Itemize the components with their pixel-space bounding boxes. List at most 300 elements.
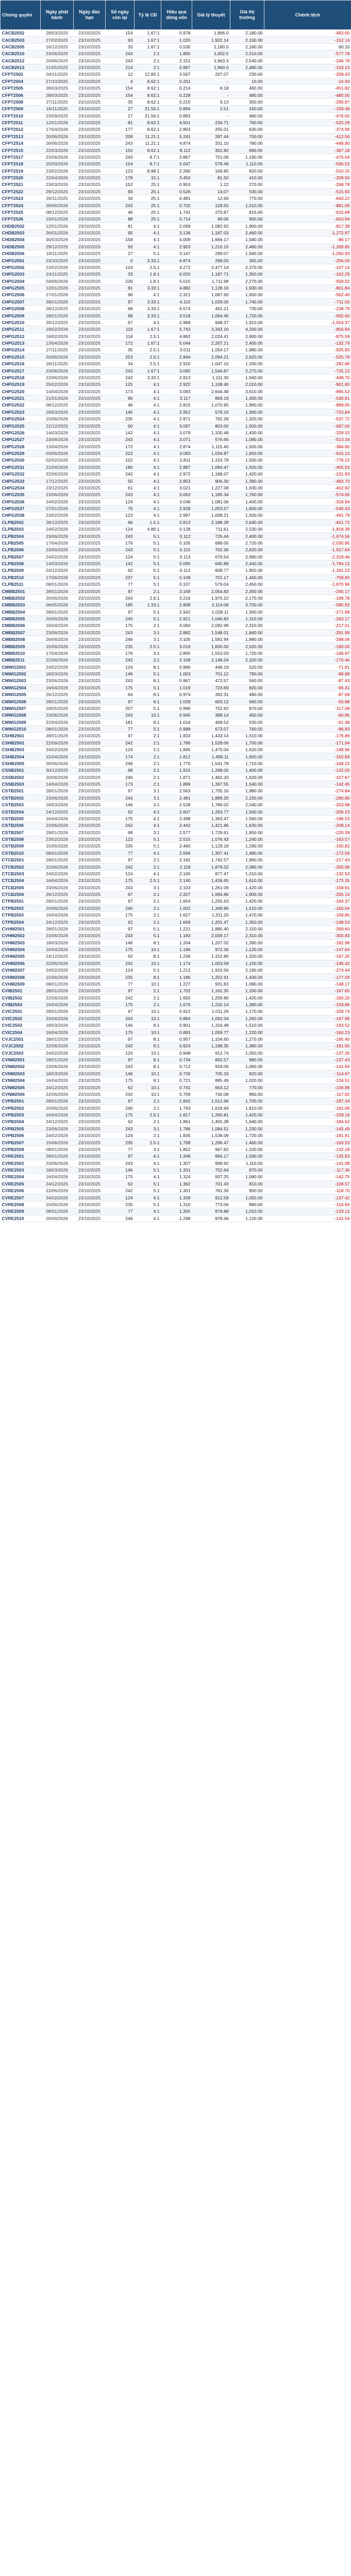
cell-difference: -260.80 [264, 794, 351, 801]
cell-issue-date: 22/04/2026 [41, 174, 74, 181]
cell-warrant-code: CMBB2505 [1, 615, 41, 622]
cell-theoretical-price: 1,260.81 [192, 1111, 230, 1118]
cell-warrant-code: CHPG2520 [1, 388, 41, 395]
cell-market-price: 900.00 [230, 216, 264, 223]
cell-days-remaining: 235 [106, 1139, 135, 1146]
cell-theoretical-price: 9.13 [192, 98, 230, 105]
cell-theoretical-price: 803.00 [192, 422, 230, 429]
cell-issue-date: 23/06/2026 [41, 436, 74, 443]
cell-days-remaining: 77 [106, 1208, 135, 1215]
cell-theoretical-price: 1,198.35 [192, 1043, 230, 1049]
cell-capital-efficiency: 6.020 [161, 271, 192, 278]
cell-market-price: 1,710.00 [230, 760, 264, 767]
cell-capital-efficiency: 0.481 [161, 195, 192, 202]
cell-warrant-code: CLPB2504 [1, 533, 41, 539]
cell-market-price: 520.00 [230, 664, 264, 670]
table-row [1, 202, 351, 209]
cell-theoretical-price: 2,267.21 [192, 340, 230, 346]
cell-theoretical-price: 1,711.98 [192, 278, 230, 284]
cell-theoretical-price: 1,397.55 [192, 781, 230, 787]
cell-difference: -106.88 [264, 1084, 351, 1091]
cell-maturity-date: 23/10/2025 [74, 1188, 106, 1194]
table-row [1, 822, 351, 829]
cell-market-price: 630.00 [230, 126, 264, 133]
cell-issue-date: 18/11/2025 [41, 106, 74, 112]
cell-conversion-ratio: 8:1 [135, 1022, 161, 1029]
table-row [1, 705, 351, 711]
cell-maturity-date: 23/10/2025 [74, 133, 106, 140]
cell-warrant-code: CSSB2503 [1, 781, 41, 787]
cell-issue-date: 17/04/2026 [41, 539, 74, 546]
cell-theoretical-price: 701.43 [192, 1180, 230, 1187]
cell-theoretical-price: 711.61 [192, 526, 230, 533]
cell-issue-date: 23/06/2026 [41, 629, 74, 636]
cell-market-price: 300.00 [230, 98, 264, 105]
cell-warrant-code: CFPT2506 [1, 92, 41, 98]
cell-warrant-code: CVIB2502 [1, 994, 41, 1001]
cell-conversion-ratio: 4:1 [135, 850, 161, 856]
cell-issue-date: 23/06/2026 [41, 933, 74, 939]
cell-conversion-ratio: 2:1 [135, 760, 161, 767]
cell-difference: -176.86 [264, 733, 351, 739]
table-row [1, 174, 351, 181]
cell-capital-efficiency: 4.862 [161, 333, 192, 340]
cell-conversion-ratio: 2:1 [135, 912, 161, 919]
cell-issue-date: 29/12/2025 [41, 319, 74, 326]
cell-issue-date: 20/06/2025 [41, 57, 74, 64]
cell-maturity-date: 23/10/2025 [74, 429, 106, 436]
cell-conversion-ratio: 1.5:1 [135, 519, 161, 526]
cell-maturity-date: 23/10/2025 [74, 850, 106, 856]
cell-capital-efficiency: 1.833 [161, 733, 192, 739]
cell-market-price: 820.00 [230, 167, 264, 174]
cell-theoretical-price: 472.57 [192, 677, 230, 684]
cell-issue-date: 19/01/2026 [41, 216, 74, 223]
cell-market-price: 560.00 [230, 677, 264, 684]
cell-market-price: 1,080.00 [230, 1174, 264, 1180]
table-row [1, 409, 351, 415]
table-row [1, 560, 351, 567]
cell-capital-efficiency: 2.928 [161, 505, 192, 512]
cell-difference: -196.53 [264, 815, 351, 822]
cell-difference: -114.67 [264, 1070, 351, 1077]
table-row [1, 154, 351, 160]
cell-issue-date: 28/01/2026 [41, 733, 74, 739]
cell-conversion-ratio: 3:1 [135, 884, 161, 891]
cell-capital-efficiency: 1.020 [161, 37, 192, 43]
cell-theoretical-price: 781.30 [192, 1188, 230, 1194]
cell-market-price: 2,440.00 [230, 560, 264, 567]
cell-market-price: 1,270.00 [230, 1036, 264, 1042]
cell-days-remaining: 242 [106, 471, 135, 478]
cell-market-price: 1,060.00 [230, 1063, 264, 1070]
cell-warrant-code: CVHM2501 [1, 925, 41, 932]
cell-conversion-ratio: 4:1 [135, 402, 161, 409]
cell-theoretical-price: 937.25 [192, 1174, 230, 1180]
cell-difference: -148.53 [264, 919, 351, 925]
cell-difference: -720.84 [264, 409, 351, 415]
cell-theoretical-price: 705.33 [192, 1070, 230, 1077]
cell-warrant-code: CFPT2524 [1, 202, 41, 209]
cell-conversion-ratio: 15:1 [135, 174, 161, 181]
cell-capital-efficiency: 0.214 [161, 85, 192, 92]
cell-capital-efficiency: 1.331 [161, 1166, 192, 1173]
cell-conversion-ratio: 2:1 [135, 1118, 161, 1125]
cell-theoretical-price: 1,538.09 [192, 1132, 230, 1139]
cell-theoretical-price: 1,076.43 [192, 836, 230, 842]
cell-days-remaining: 243 [106, 595, 135, 601]
cell-maturity-date: 23/10/2025 [74, 519, 106, 526]
cell-days-remaining: 123 [106, 167, 135, 174]
cell-market-price: 1,760.00 [230, 492, 264, 498]
cell-capital-efficiency: 0.997 [161, 64, 192, 71]
cell-difference: -245.17 [264, 588, 351, 595]
cell-capital-efficiency: 3.079 [161, 429, 192, 436]
cell-difference: -889.05 [264, 402, 351, 409]
cell-capital-efficiency: 2.953 [161, 243, 192, 250]
cell-market-price: 4,200.00 [230, 326, 264, 333]
cell-difference: -171.94 [264, 739, 351, 746]
cell-capital-efficiency: 0.884 [161, 1015, 192, 1022]
cell-warrant-code: CVPB2508 [1, 1146, 41, 1153]
table-row [1, 264, 351, 270]
cell-maturity-date: 23/10/2025 [74, 946, 106, 953]
table-row [1, 284, 351, 291]
table-row [1, 1084, 351, 1091]
table-row [1, 836, 351, 842]
cell-days-remaining: 142 [106, 429, 135, 436]
cell-market-price: 2,270.00 [230, 278, 264, 284]
cell-issue-date: 22/06/2026 [41, 994, 74, 1001]
cell-market-price: 1,980.00 [230, 788, 264, 794]
cell-days-remaining: 243 [106, 1160, 135, 1166]
cell-days-remaining: 77 [106, 725, 135, 732]
cell-theoretical-price: 603.12 [192, 698, 230, 705]
cell-maturity-date: 23/10/2025 [74, 1166, 106, 1173]
cell-conversion-ratio: 2.5:1 [135, 333, 161, 340]
cell-conversion-ratio: 5:1 [135, 560, 161, 567]
cell-difference: -300.83 [264, 933, 351, 939]
cell-maturity-date: 23/10/2025 [74, 988, 106, 994]
cell-conversion-ratio: 2:1 [135, 857, 161, 863]
cell-issue-date: 28/03/2025 [41, 92, 74, 98]
cell-warrant-code: CVIC2501 [1, 1008, 41, 1015]
cell-issue-date: 23/06/2026 [41, 884, 74, 891]
cell-issue-date: 23/12/2025 [41, 484, 74, 491]
cell-days-remaining: 152 [106, 181, 135, 188]
table-row [1, 209, 351, 215]
cell-maturity-date: 23/10/2025 [74, 64, 106, 71]
cell-market-price: 1,300.00 [230, 409, 264, 415]
cell-warrant-code: CVNM2506 [1, 1091, 41, 1097]
cell-issue-date: 16/04/2026 [41, 1001, 74, 1008]
cell-warrant-code: CHDB2506 [1, 250, 41, 257]
cell-difference: -160.82 [264, 843, 351, 850]
table-row [1, 1077, 351, 1084]
cell-maturity-date: 23/10/2025 [74, 271, 106, 278]
cell-maturity-date: 23/10/2025 [74, 1174, 106, 1180]
cell-issue-date: 18/03/2026 [41, 802, 74, 808]
cell-market-price: 2,480.00 [230, 243, 264, 250]
cell-issue-date: 23/06/2026 [41, 492, 74, 498]
cell-days-remaining: 34 [106, 195, 135, 202]
cell-conversion-ratio: 5:1 [135, 581, 161, 588]
cell-conversion-ratio: 8:1 [135, 664, 161, 670]
cell-theoretical-price: 1,462.33 [192, 774, 230, 781]
cell-difference: -142.75 [264, 1174, 351, 1180]
cell-capital-efficiency: 0.967 [161, 677, 192, 684]
cell-conversion-ratio: 2.5:1 [135, 643, 161, 650]
cell-maturity-date: 23/10/2025 [74, 815, 106, 822]
cell-capital-efficiency: 1.301 [161, 1188, 192, 1194]
cell-difference: -118.70 [264, 1188, 351, 1194]
cell-difference: -558.02 [264, 278, 351, 284]
cell-capital-efficiency: 1.227 [161, 980, 192, 987]
cell-conversion-ratio: 10:1 [135, 1029, 161, 1036]
cell-conversion-ratio: 4:1 [135, 429, 161, 436]
cell-capital-efficiency: 2.910 [161, 361, 192, 367]
cell-difference: -141.54 [264, 1215, 351, 1222]
cell-maturity-date: 23/10/2025 [74, 1001, 106, 1008]
table-row [1, 788, 351, 794]
cell-conversion-ratio: 10:1 [135, 712, 161, 719]
cell-difference: -801.84 [264, 284, 351, 291]
cell-days-remaining: 97 [106, 1008, 135, 1015]
cell-difference: -1,917.64 [264, 547, 351, 553]
cell-maturity-date: 23/10/2025 [74, 1098, 106, 1105]
cell-conversion-ratio: 8:1 [135, 719, 161, 725]
cell-capital-efficiency: 0.095 [161, 560, 192, 567]
cell-warrant-code: CHDB2503 [1, 229, 41, 236]
cell-days-remaining: 66 [106, 519, 135, 526]
cell-issue-date: 22/04/2026 [41, 719, 74, 725]
cell-warrant-code: CMBB2510 [1, 650, 41, 656]
cell-maturity-date: 23/10/2025 [74, 767, 106, 774]
table-row [1, 1201, 351, 1208]
cell-warrant-code: CVHM2507 [1, 967, 41, 974]
cell-warrant-code: CHPG2538 [1, 512, 41, 519]
table-row [1, 547, 351, 553]
cell-maturity-date: 23/10/2025 [74, 1070, 106, 1077]
cell-conversion-ratio: 2:1 [135, 891, 161, 897]
cell-difference: -172.59 [264, 850, 351, 856]
cell-issue-date: 24/02/2026 [41, 1049, 74, 1056]
cell-maturity-date: 23/10/2025 [74, 361, 106, 367]
cell-days-remaining: 27 [106, 250, 135, 257]
table-row [1, 767, 351, 774]
cell-days-remaining: 97 [106, 608, 135, 615]
cell-capital-efficiency: 1.028 [161, 698, 192, 705]
cell-conversion-ratio: 8:1 [135, 953, 161, 960]
cell-days-remaining: 237 [106, 574, 135, 581]
cell-days-remaining: 172 [106, 340, 135, 346]
cell-days-remaining: 243 [106, 794, 135, 801]
table-row [1, 333, 351, 340]
cell-theoretical-price: 742.08 [192, 1091, 230, 1097]
cell-maturity-date: 23/10/2025 [74, 905, 106, 911]
cell-days-remaining: 102 [106, 457, 135, 464]
cell-theoretical-price: 1,311.20 [192, 912, 230, 919]
cell-maturity-date: 23/10/2025 [74, 829, 106, 836]
table-row [1, 629, 351, 636]
cell-maturity-date: 23/10/2025 [74, 257, 106, 264]
cell-theoretical-price: 1,316.48 [192, 1022, 230, 1029]
cell-conversion-ratio: 5:1 [135, 967, 161, 974]
table-row [1, 588, 351, 595]
cell-conversion-ratio: 3:1 [135, 1146, 161, 1153]
cell-conversion-ratio: 5:1 [135, 933, 161, 939]
cell-difference: -1,674.56 [264, 533, 351, 539]
table-row [1, 92, 351, 98]
cell-capital-efficiency: 1.016 [161, 719, 192, 725]
cell-capital-efficiency: 0.974 [161, 691, 192, 698]
cell-market-price: 1,500.00 [230, 422, 264, 429]
cell-warrant-code: CVPB2507 [1, 1139, 41, 1146]
cell-warrant-code: CSTB2506 [1, 822, 41, 829]
cell-capital-efficiency: 2.811 [161, 457, 192, 464]
cell-theoretical-price: 1,129.18 [192, 843, 230, 850]
cell-days-remaining: 35 [106, 98, 135, 105]
cell-capital-efficiency: 2.882 [161, 629, 192, 636]
cell-issue-date: 26/06/2026 [41, 202, 74, 209]
cell-warrant-code: CACB2505 [1, 43, 41, 50]
cell-theoretical-price: 389.14 [192, 712, 230, 719]
cell-days-remaining: 175 [106, 622, 135, 629]
cell-conversion-ratio: 4:1 [135, 319, 161, 326]
cell-conversion-ratio: 21.56:1 [135, 112, 161, 119]
cell-theoretical-price: 1,162.35 [192, 988, 230, 994]
cell-maturity-date: 23/10/2025 [74, 843, 106, 850]
cell-warrant-code: CVRE2502 [1, 1160, 41, 1166]
cell-issue-date: 15/04/2026 [41, 753, 74, 760]
cell-issue-date: 18/03/2026 [41, 939, 74, 946]
cell-capital-efficiency: 3.136 [161, 229, 192, 236]
cell-days-remaining: 175 [106, 912, 135, 919]
cell-issue-date: 28/01/2026 [41, 988, 74, 994]
cell-issue-date: 15/06/2026 [41, 643, 74, 650]
cell-issue-date: 28/12/2025 [41, 519, 74, 526]
cell-maturity-date: 23/10/2025 [74, 30, 106, 37]
table-row [1, 1001, 351, 1008]
cell-difference: -158.91 [264, 884, 351, 891]
cell-theoretical-price: 1,363.47 [192, 815, 230, 822]
cell-capital-efficiency: 1.204 [161, 939, 192, 946]
table-row [1, 167, 351, 174]
cell-theoretical-price: 689.05 [192, 539, 230, 546]
cell-market-price: 2,310.00 [230, 622, 264, 629]
cell-capital-efficiency: 2.140 [161, 877, 192, 884]
cell-difference: -162.29 [264, 271, 351, 278]
cell-theoretical-price: 166.85 [192, 167, 230, 174]
cell-market-price: 1,510.00 [230, 202, 264, 209]
cell-issue-date: 24/11/2025 [41, 271, 74, 278]
cell-warrant-code: CHPG2510 [1, 319, 41, 326]
cell-conversion-ratio: 3.33:1 [135, 257, 161, 264]
cell-days-remaining: 60 [106, 422, 135, 429]
cell-maturity-date: 23/10/2025 [74, 1215, 106, 1222]
cell-market-price: 1,720.00 [230, 650, 264, 656]
cell-days-remaining: 27 [106, 112, 135, 119]
cell-maturity-date: 23/10/2025 [74, 292, 106, 298]
cell-warrant-code: CHPG2516 [1, 361, 41, 367]
cell-days-remaining: 97 [106, 298, 135, 305]
cell-difference: -87.43 [264, 677, 351, 684]
cell-maturity-date: 23/10/2025 [74, 333, 106, 340]
table-row [1, 636, 351, 643]
cell-warrant-code: CSTB2505 [1, 815, 41, 822]
cell-maturity-date: 23/10/2025 [74, 402, 106, 409]
cell-theoretical-price: 1,100.48 [192, 429, 230, 436]
cell-theoretical-price: 701.12 [192, 670, 230, 677]
cell-issue-date: 29/12/2025 [41, 891, 74, 897]
cell-warrant-code: CACB2502 [1, 30, 41, 37]
cell-market-price: 820.00 [230, 1070, 264, 1077]
cell-issue-date: 21/05/2025 [41, 64, 74, 71]
table-row [1, 422, 351, 429]
cell-warrant-code: CTCB2504 [1, 877, 41, 884]
cell-days-remaining: 118 [106, 333, 135, 340]
cell-conversion-ratio: 4:1 [135, 505, 161, 512]
cell-conversion-ratio: 1.67:1 [135, 367, 161, 374]
cell-days-remaining: 62 [106, 1084, 135, 1091]
cell-issue-date: 22/06/2026 [41, 739, 74, 746]
cell-maturity-date: 23/10/2025 [74, 719, 106, 725]
cell-theoretical-price: 931.83 [192, 980, 230, 987]
cell-maturity-date: 23/10/2025 [74, 471, 106, 478]
cell-days-remaining: 97 [106, 1153, 135, 1160]
cell-capital-efficiency: 2.563 [161, 788, 192, 794]
cell-conversion-ratio: 8:1 [135, 1036, 161, 1042]
cell-maturity-date: 23/10/2025 [74, 436, 106, 443]
cell-difference: -810.94 [264, 216, 351, 223]
cell-days-remaining: 67 [106, 891, 135, 897]
cell-days-remaining: 178 [106, 174, 135, 181]
cell-days-remaining: 172 [106, 443, 135, 450]
cell-warrant-code: CMWG2501 [1, 664, 41, 670]
cell-warrant-code: CFPT2505 [1, 85, 41, 92]
cell-theoretical-price: 1,070.95 [192, 402, 230, 409]
cell-market-price: 1,050.00 [230, 1049, 264, 1056]
table-row [1, 1174, 351, 1180]
cell-warrant-code: CMBB2503 [1, 602, 41, 608]
cell-issue-date: 27/01/2026 [41, 292, 74, 298]
cell-days-remaining: 240 [106, 1105, 135, 1111]
cell-market-price: 2,370.00 [230, 264, 264, 270]
cell-issue-date: 08/01/2026 [41, 1146, 74, 1153]
cell-issue-date: 18/05/2026 [41, 705, 74, 711]
cell-difference: -88.88 [264, 670, 351, 677]
cell-difference: -1,054.37 [264, 319, 351, 326]
cell-warrant-code: CSHB2505 [1, 760, 41, 767]
cell-maturity-date: 23/10/2025 [74, 37, 106, 43]
cell-market-price: 1,150.00 [230, 960, 264, 967]
cell-capital-efficiency: 2.874 [161, 443, 192, 450]
table-row [1, 843, 351, 850]
cell-capital-efficiency: 1.196 [161, 946, 192, 953]
table-row [1, 278, 351, 284]
cell-difference: -274.44 [264, 967, 351, 974]
cell-days-remaining: 235 [106, 416, 135, 422]
cell-difference: -530.81 [264, 395, 351, 401]
cell-issue-date: 28/01/2026 [41, 788, 74, 794]
cell-issue-date: 28/01/2026 [41, 1036, 74, 1042]
cell-conversion-ratio: 2:1 [135, 863, 161, 870]
cell-difference: -402.92 [264, 484, 351, 491]
cell-capital-efficiency: 3.071 [161, 436, 192, 443]
cell-maturity-date: 23/10/2025 [74, 960, 106, 967]
col-header-issue-date: Ngày phát hành [41, 1, 74, 30]
cell-theoretical-price: 1,227.08 [192, 484, 230, 491]
